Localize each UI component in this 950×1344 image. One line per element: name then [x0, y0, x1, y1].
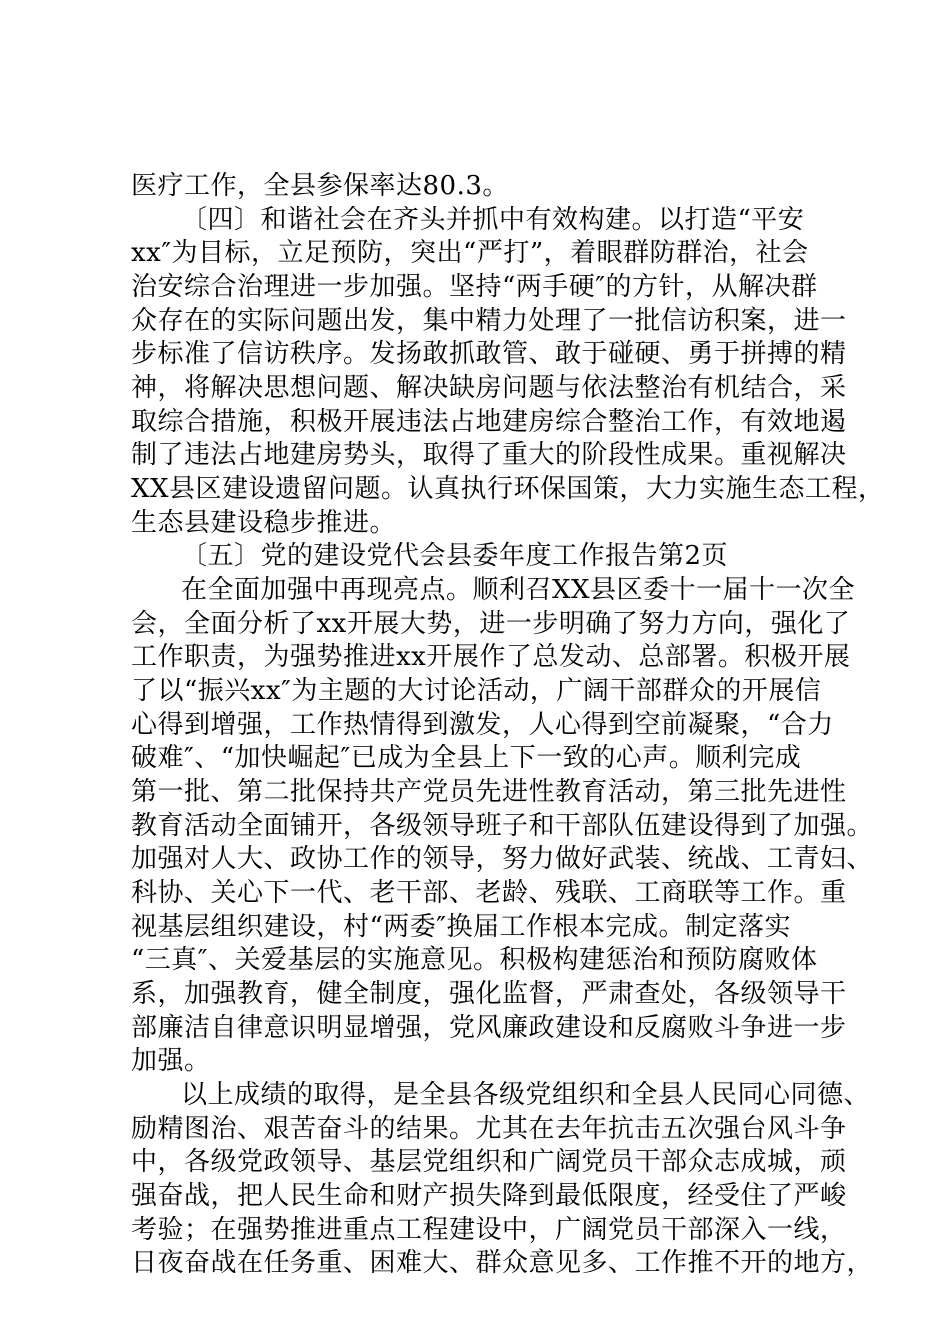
text-line: 视基层组织建设，村“两委″换届工作根本完成。制定落实 [131, 912, 792, 942]
text-line: “三真″、关爱基层的实施意见。积极构建惩治和预防腐败体 [131, 945, 818, 975]
text-line: 心得到增强，工作热情得到激发，人心得到空前凝聚，“合力 [131, 710, 834, 740]
text-line: 强奋战，把人民生命和财产损失降到最低限度，经受住了严峻 [131, 1181, 847, 1211]
text-line: 励精图治、艰苦奋斗的结果。尤其在去年抗击五次强台风斗争 [131, 1114, 847, 1144]
text-line: 中，各级党政领导、基层党组织和广阔党员干部众志成城，顽 [131, 1147, 847, 1177]
text-line: 制了违法占地建房势头，取得了重大的阶段性成果。重视解决 [131, 440, 847, 470]
text-line: 教育活动全面铺开，各级领导班子和干部队伍建设得到了加强。 [131, 811, 874, 841]
section-heading: 〔五〕党的建设党代会县委年度工作报告第2页 [181, 541, 729, 571]
text-line: 破难″、“加快崛起″已成为全县上下一致的心声。顺利完成 [131, 743, 802, 773]
text-line: 日夜奋战在任务重、困难大、群众意见多、工作推不开的地方， [131, 1248, 874, 1278]
text-line: 医疗工作，全县参保率达80.3。 [131, 171, 509, 201]
text-line: 以上成绩的取得，是全县各级党组织和全县人民同心同德、 [181, 1080, 871, 1110]
text-line: 会，全面分析了xx开展大势，进一步明确了努力方向，强化了 [131, 609, 851, 639]
text-line: 系，加强教育，健全制度，强化监督，严肃查处，各级领导干 [131, 979, 847, 1009]
text-line: 科协、关心下一代、老干部、老龄、残联、工商联等工作。重 [131, 878, 847, 908]
text-line: 步标准了信访秩序。发扬敢抓敢管、敢于碰硬、勇于拼搏的精 [131, 339, 847, 369]
text-line: XX县区建设遗留问题。认真执行环保国策，大力实施生态工程， [131, 474, 885, 504]
text-line: 部廉洁自律意识明显增强，党风廉政建设和反腐败斗争进一步 [131, 1013, 847, 1043]
text-line: 生态县建设稳步推进。 [131, 508, 397, 538]
text-line: 考验；在强势推进重点工程建设中，广阔党员干部深入一线， [131, 1215, 847, 1245]
text-line: 工作职责，为强势推进xx开展作了总发动、总部署。积极开展 [131, 642, 851, 672]
text-line: 第一批、第二批保持共产党员先进性教育活动，第三批先进性 [131, 777, 847, 807]
text-line: 众存在的实际问题出发，集中精力处理了一批信访积案，进一 [131, 306, 847, 336]
text-line: 神，将解决思想问题、解决缺房问题与依法整治有机结合，采 [131, 373, 847, 403]
text-line: 在全面加强中再现亮点。顺利召XX县区委十一届十一次全 [181, 575, 856, 605]
text-line: xx″为目标，立足预防，突出“严打”，着眼群防群治，社会 [131, 238, 809, 268]
text-line: 〔四〕和谐社会在齐头并抓中有效构建。以打造“平安 [181, 205, 805, 235]
text-line: 了以“振兴xx″为主题的大讨论活动，广阔干部群众的开展信 [131, 676, 822, 706]
text-line: 加强对人大、政协工作的领导，努力做好武装、统战、工青妇、 [131, 844, 874, 874]
text-line: 治安综合治理进一步加强。坚持“两手硬″的方针，从解决群 [131, 272, 818, 302]
text-line: 取综合措施，积极开展违法占地建房综合整治工作，有效地遏 [131, 407, 847, 437]
text-line: 加强。 [131, 1046, 211, 1076]
